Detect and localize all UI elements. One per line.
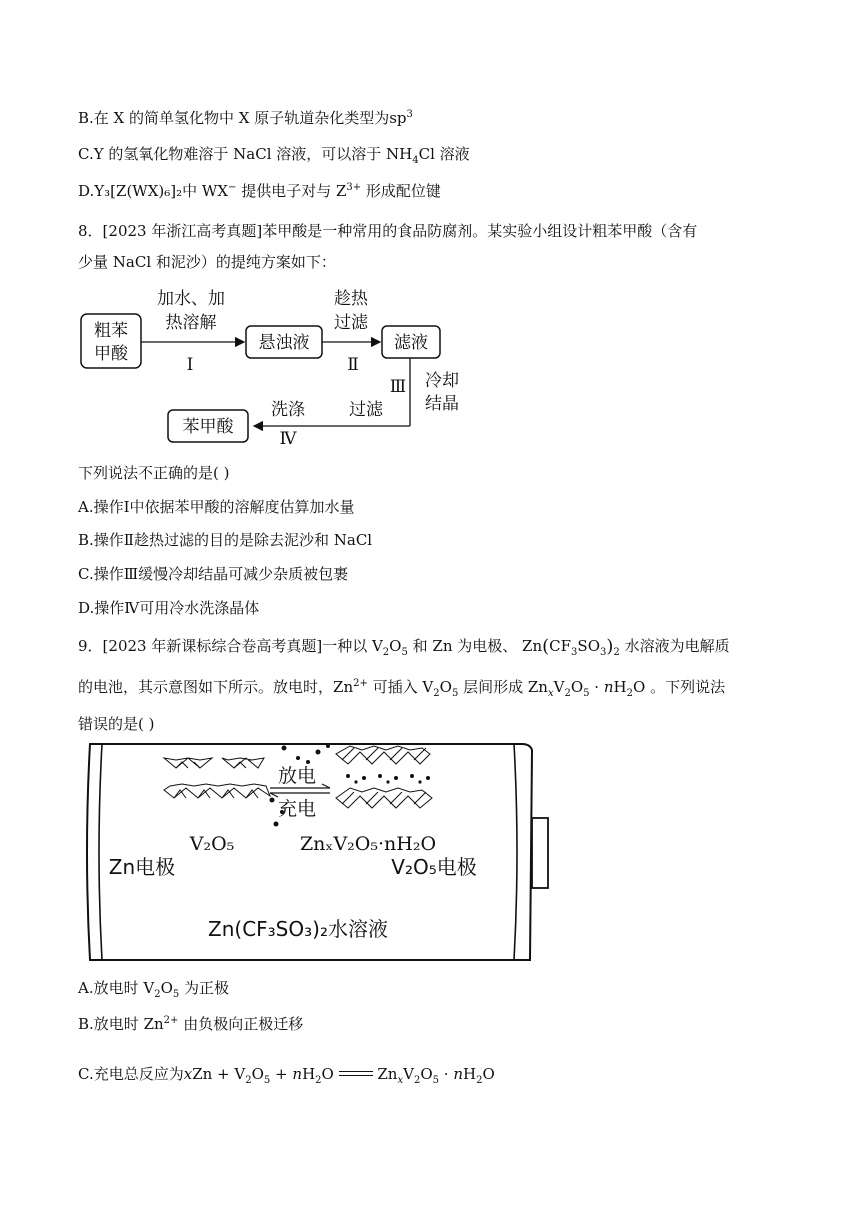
- v2o5-layers: [164, 758, 270, 798]
- box-filtrate: [382, 326, 440, 358]
- discharge-label: 放电: [277, 765, 317, 787]
- v2o5-label: V₂O₅: [189, 833, 235, 855]
- q8-option-c: C.操作Ⅲ缓慢冷却结晶可减少杂质被包裹: [78, 565, 349, 583]
- step4-number: Ⅳ: [279, 429, 297, 448]
- q8-stem-line1: 8．[2023 年浙江高考真题]苯甲酸是一种常用的食品防腐剂。某实验小组设计粗苯甲酸（含有: [78, 222, 698, 240]
- battery-diagram: [82, 740, 552, 965]
- q7-option-b: B.在 X 的简单氢化物中 X 原子轨道杂化类型为$sp^3$: [78, 109, 413, 127]
- q8-question: 下列说法不正确的是( ): [78, 464, 230, 482]
- box2-label: 悬浊液: [258, 333, 310, 353]
- step3-label-line2: 结晶: [425, 394, 459, 414]
- box-suspension: [246, 326, 322, 358]
- box4-label: 苯甲酸: [182, 417, 234, 437]
- box1-line1: 粗苯: [94, 321, 128, 341]
- q8-stem-line2: 少量 NaCl 和泥沙）的提纯方案如下：: [78, 253, 336, 271]
- q9-stem-line2: 的电池，其示意图如下所示。放电时，$Zn^{2+}$ 可插入 $V_2O_5$ 层间形成 $Zn_xV_2O_5 \cdot nH_2O$ 。下列说法: [78, 678, 726, 699]
- znxv2o5-label: ZnₓV₂O₅·nH₂O: [299, 833, 437, 855]
- step3-number: Ⅲ: [389, 377, 407, 397]
- q9-option-c: C.充电总反应为xZn + $V_2O_5 + nH_2O$ $Zn_xV_2O_5 \cdot nH_2O$: [78, 1065, 495, 1086]
- step2-label-line1: 趁热: [334, 289, 368, 309]
- box1-line2: 甲酸: [94, 344, 128, 364]
- v2o5-electrode-label: V₂O₅电极: [391, 855, 477, 879]
- intercalation-formula: $Zn_xV_2O_5 \cdot nH_2O$: [527, 678, 646, 699]
- step3-label-line1: 冷却: [425, 371, 459, 391]
- box-benzoic-acid: [168, 410, 248, 442]
- electrolyte-label: Zn(CF₃SO₃)₂水溶液: [208, 917, 388, 941]
- charge-label: 充电: [277, 798, 317, 820]
- purification-flowchart: [76, 282, 496, 448]
- electrolyte-formula: $Zn(CF_3SO_3)_2$: [522, 636, 620, 658]
- zn-electrode-label: Zn电极: [108, 855, 176, 879]
- step2-number: Ⅱ: [347, 355, 359, 375]
- step4-label-b: 过滤: [349, 400, 383, 420]
- znxv2o5-layers: [336, 746, 432, 808]
- q8-option-b: B.操作Ⅱ趁热过滤的目的是除去泥沙和 NaCl: [78, 531, 373, 549]
- step4-label-a: 洗涤: [271, 400, 305, 420]
- step1-number: Ⅰ: [186, 355, 194, 375]
- q9-option-a: A.放电时 $V_2O_5$ 为正极: [78, 979, 230, 1000]
- complex-formula: Y₃[Z(WX)₆]₂: [94, 182, 183, 200]
- q8-option-d: D.操作Ⅳ可用冷水洗涤晶体: [78, 599, 260, 617]
- q8-option-a: A.操作Ⅰ中依据苯甲酸的溶解度估算加水量: [78, 498, 355, 516]
- q9-option-b: B.放电时 $Zn^{2+}$ 由负极向正极迁移: [78, 1015, 304, 1033]
- box-crude-benzoic-acid: [81, 314, 141, 368]
- step1-label-line2: 热溶解: [165, 313, 217, 333]
- q9-stem-line1: 9．[2023 年新课标综合卷高考真题]一种以 $V_2O_5$ 和 Zn 为电极、 $Zn(CF_3SO_3)_2$ 水溶液为电解质: [78, 636, 730, 658]
- step2-label-line2: 过滤: [334, 313, 368, 333]
- q7-option-c: C.Y 的氢氧化物难溶于 NaCl 溶液，可以溶于 $NH_4Cl$ 溶液: [78, 145, 470, 166]
- q9-stem-line3: 错误的是( ): [78, 715, 155, 733]
- box3-label: 滤液: [394, 333, 428, 353]
- step1-label-line1: 加水、加: [157, 289, 225, 309]
- q7-option-d: D.Y₃[Z(WX)₆]₂中 WX− 提供电子对与 $Z^{3+}$ 形成配位键: [78, 182, 441, 200]
